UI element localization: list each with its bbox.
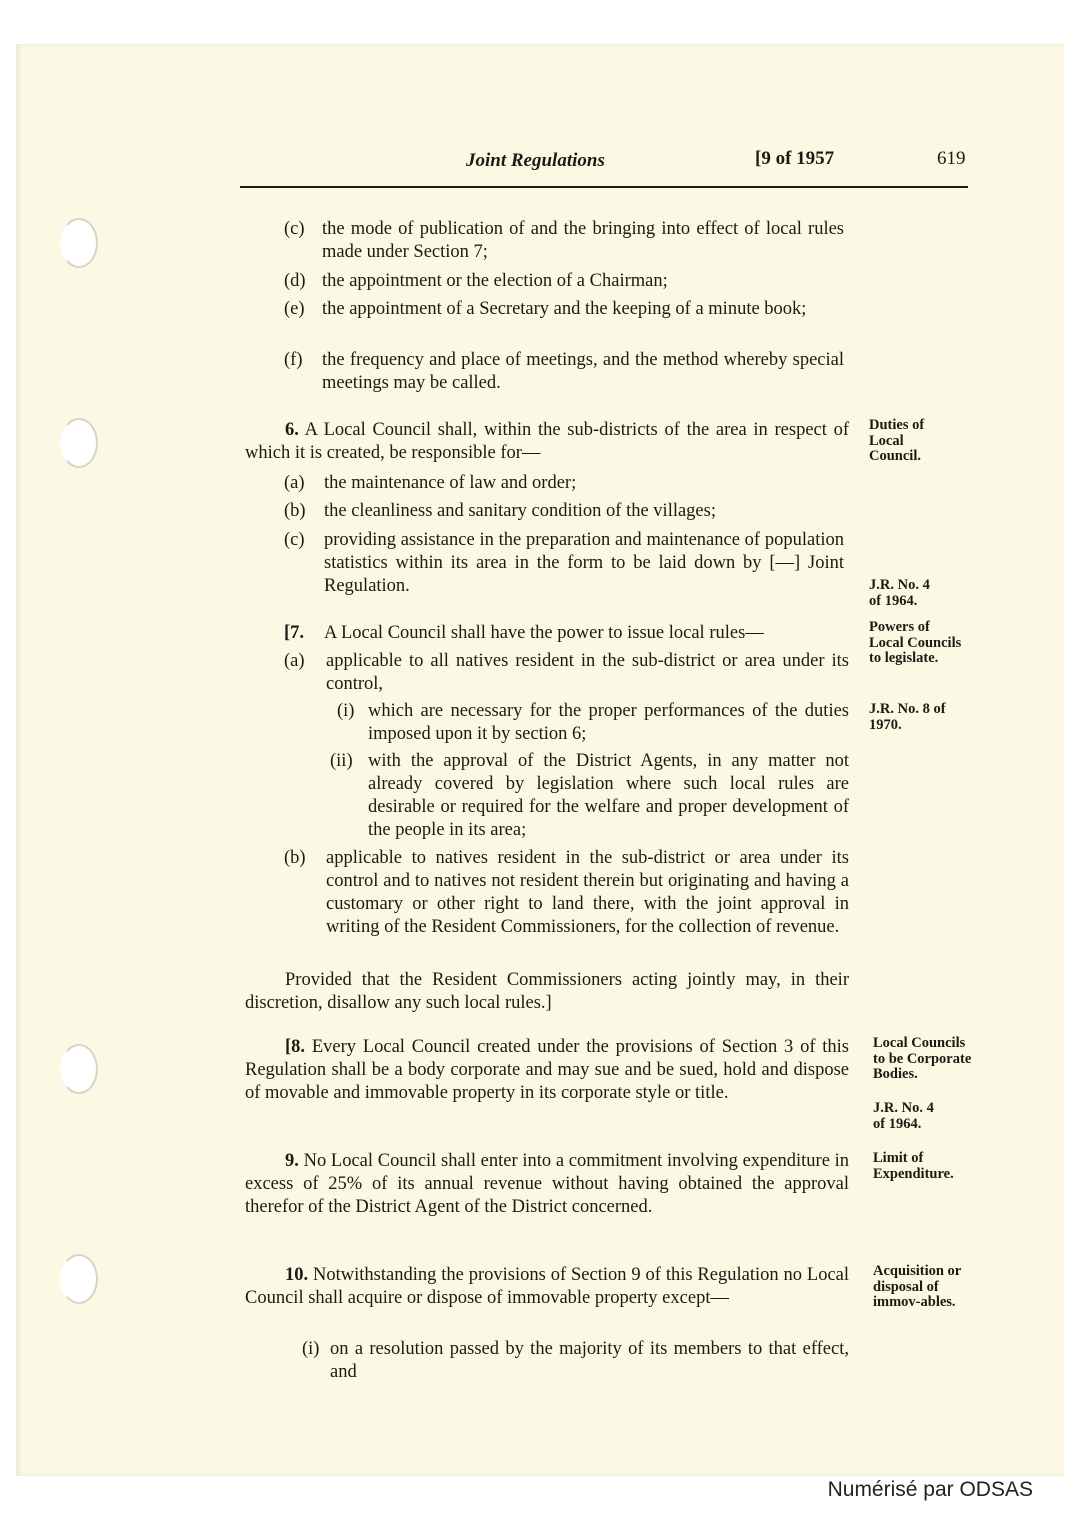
punch-hole (60, 418, 98, 468)
section-number: [8. (285, 1037, 306, 1057)
margin-note-corporate: Local Councils to be Corporate Bodies. (873, 1035, 972, 1082)
margin-note-jr-1964: J.R. No. 4 of 1964. (873, 1100, 934, 1132)
section-8: [8. Every Local Council created under the provisions of Section 3 of this Regulation shall be a body corporate and may sue and be sued, hold and dispose of movable and immovable property in its corporate style or title. (245, 1037, 850, 1103)
header-rule (240, 186, 968, 188)
margin-note-limit: Limit of Expenditure. (873, 1150, 954, 1182)
page-number: 619 (937, 148, 966, 169)
margin-note-powers: Powers of Local Councils to legislate. (869, 619, 962, 666)
margin-note-jr-1970: J.R. No. 8 of 1970. (869, 701, 946, 733)
section-number: 6. (285, 420, 299, 440)
section-number: 10. (285, 1265, 309, 1285)
running-title: Joint Regulations (466, 150, 605, 171)
regulation-reference: [9 of 1957 (755, 148, 835, 169)
section-6: 6. A Local Council shall, within the sub-districts of the area in respect of which it is created, be responsible for— (245, 420, 849, 463)
section-10: 10. Notwithstanding the provisions of Section 9 of this Regulation no Local Council shall acquire or dispose of immovable property except— (245, 1265, 849, 1308)
digitization-credit: Numérisé par ODSAS (827, 1478, 1033, 1501)
margin-note-acquisition: Acquisition or disposal of immov-ables. (873, 1263, 961, 1310)
proviso: Provided that the Resident Commissioners acting jointly may, in their discretion, disallow any such local rules.] (245, 970, 849, 1013)
section-number: 9. (285, 1151, 299, 1171)
margin-note-jr-1964: J.R. No. 4 of 1964. (869, 577, 930, 609)
margin-note-duties: Duties of Local Council. (869, 417, 925, 464)
punch-hole (60, 1254, 98, 1304)
section-9: 9. No Local Council shall enter into a commitment involving expenditure in excess of 25% of its annual revenue without having obtained the approval therefor of the District Agent of the District concerned. (245, 1151, 850, 1217)
punch-hole (60, 218, 98, 268)
punch-hole (60, 1044, 98, 1094)
section-number: [7. (284, 623, 305, 643)
